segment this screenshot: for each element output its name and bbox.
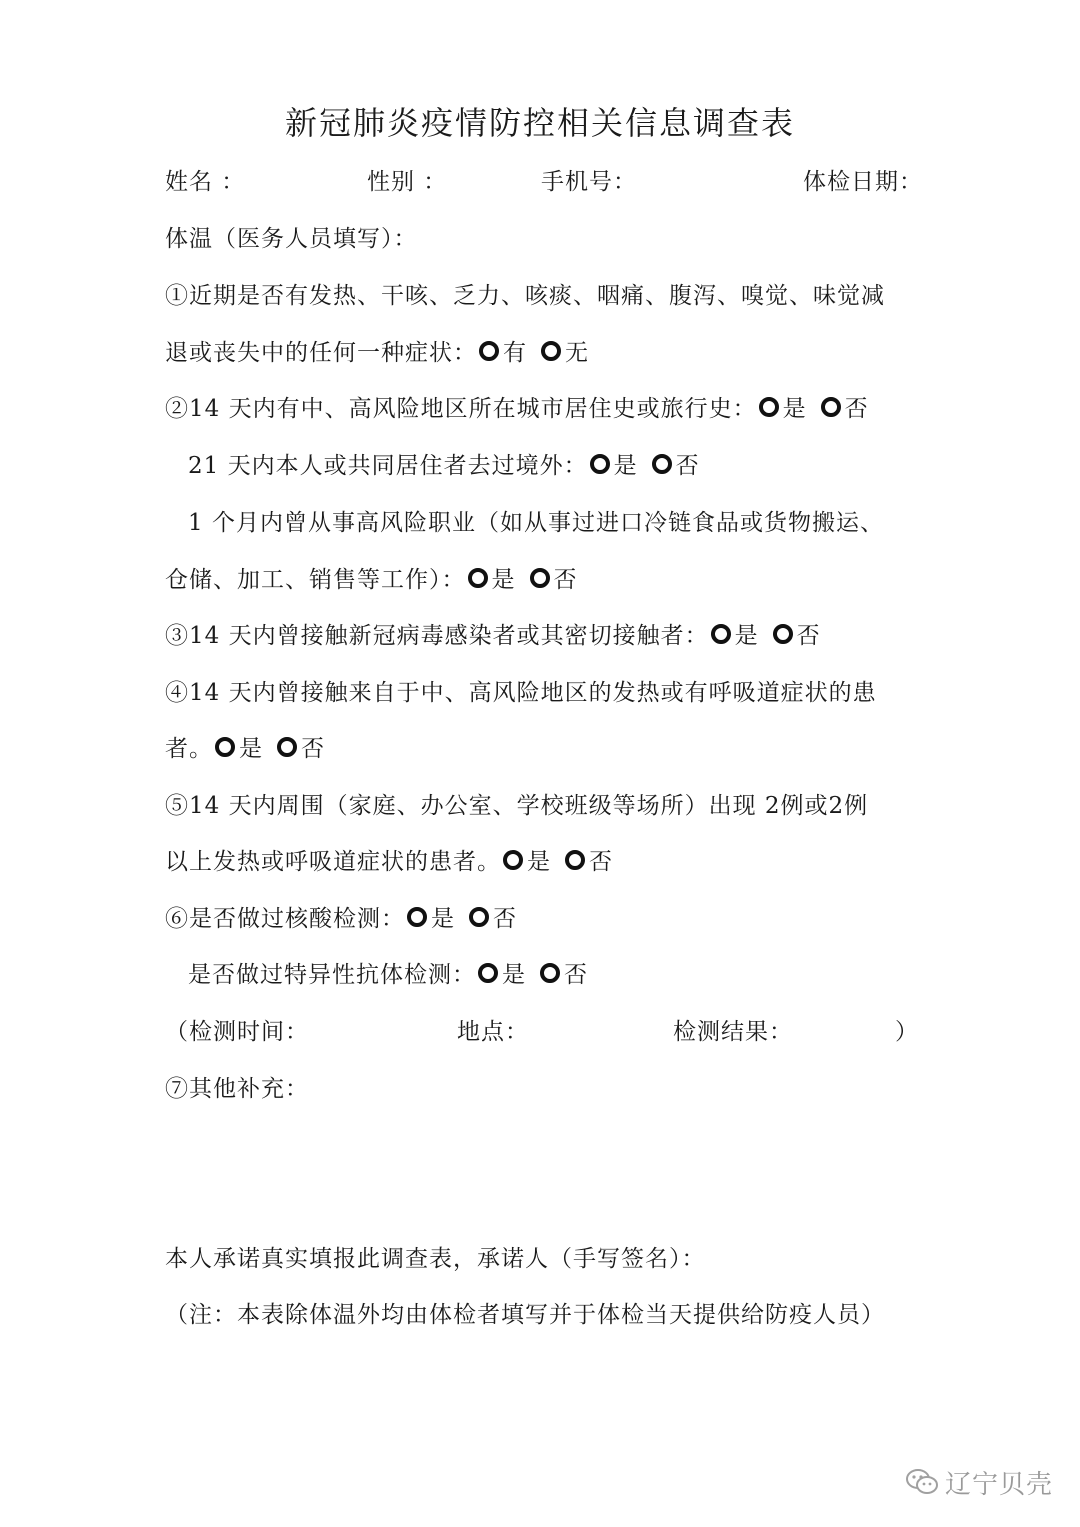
pledge-text: 本人承诺真实填报此调查表，承诺人（手写签名）： bbox=[165, 1246, 706, 1272]
test-result-label: 检测结果： bbox=[673, 1019, 793, 1045]
q2b-line bbox=[188, 447, 700, 480]
q6-option-yes[interactable]: 是 bbox=[407, 900, 455, 933]
radio-icon bbox=[407, 907, 427, 927]
q2b-option-no[interactable]: 否 bbox=[652, 447, 700, 480]
radio-icon bbox=[277, 737, 297, 757]
q5-option-no[interactable]: 否 bbox=[565, 843, 613, 876]
radio-icon bbox=[503, 850, 523, 870]
q1-option-yes[interactable]: 有 bbox=[479, 334, 527, 367]
radio-icon bbox=[468, 568, 488, 588]
q4-text-line2: 者。 bbox=[165, 736, 213, 762]
q2c-line2 bbox=[165, 561, 578, 594]
exam-date-label: 体检日期： bbox=[803, 169, 923, 195]
radio-icon bbox=[478, 963, 498, 983]
radio-icon bbox=[759, 397, 779, 417]
q6b-option-no[interactable]: 否 bbox=[540, 956, 588, 989]
q2-option-no[interactable]: 否 bbox=[821, 390, 869, 423]
radio-icon bbox=[821, 397, 841, 417]
q2-text: ②14 天内有中、高风险地区所在城市居住史或旅行史： bbox=[165, 396, 757, 422]
page-title: 新冠肺炎疫情防控相关信息调查表 bbox=[284, 104, 795, 142]
radio-icon bbox=[540, 963, 560, 983]
radio-icon bbox=[711, 624, 731, 644]
q6b-text: 是否做过特异性抗体检测： bbox=[188, 962, 476, 988]
q1-option-no[interactable]: 无 bbox=[541, 334, 589, 367]
q2-line bbox=[165, 390, 869, 423]
radio-icon bbox=[541, 341, 561, 361]
watermark bbox=[905, 1462, 1053, 1502]
q4-option-no[interactable]: 否 bbox=[277, 730, 325, 763]
q6-text: ⑥是否做过核酸检测： bbox=[165, 906, 405, 932]
phone-label: 手机号： bbox=[541, 169, 637, 195]
q3-option-yes[interactable]: 是 bbox=[711, 617, 759, 650]
q3-text: ③14 天内曾接触新冠病毒感染者或其密切接触者： bbox=[165, 623, 709, 649]
q1-text-line2: 退或丧失中的任何一种症状： bbox=[165, 340, 477, 366]
q5-option-yes[interactable]: 是 bbox=[503, 843, 551, 876]
radio-icon bbox=[565, 850, 585, 870]
q4-option-yes[interactable]: 是 bbox=[215, 730, 263, 763]
radio-icon bbox=[479, 341, 499, 361]
q4-text-line1: ④14 天内曾接触来自于中、高风险地区的发热或有呼吸道症状的患 bbox=[165, 680, 877, 706]
q3-option-no[interactable]: 否 bbox=[773, 617, 821, 650]
note-text: （注：本表除体温外均由体检者填写并于体检当天提供给防疫人员） bbox=[165, 1302, 885, 1328]
radio-icon bbox=[215, 737, 235, 757]
q2c-option-no[interactable]: 否 bbox=[530, 561, 578, 594]
q5-text-line2: 以上发热或呼吸道症状的患者。 bbox=[165, 849, 501, 875]
q6-line bbox=[165, 900, 517, 933]
gender-label: 性别 ： bbox=[367, 169, 448, 195]
q1-text-line1: ①近期是否有发热、干咳、乏力、咳痰、咽痛、腹泻、嗅觉、味觉减 bbox=[165, 283, 885, 309]
radio-icon bbox=[590, 454, 610, 474]
test-place-label: 地点： bbox=[457, 1019, 529, 1045]
q3-line bbox=[165, 617, 821, 650]
q2b-text: 21 天内本人或共同居住者去过境外： bbox=[188, 453, 588, 479]
q6b-line bbox=[188, 956, 588, 989]
watermark-text: 辽宁贝壳 bbox=[945, 1469, 1054, 1500]
q2b-option-yes[interactable]: 是 bbox=[590, 447, 638, 480]
q1-line2 bbox=[165, 334, 589, 367]
wechat-icon bbox=[905, 1467, 939, 1497]
q6-option-no[interactable]: 否 bbox=[469, 900, 517, 933]
q4-line2 bbox=[165, 730, 325, 763]
q2c-text-line1: 1 个月内曾从事高风险职业（如从事过进口冷链食品或货物搬运、 bbox=[188, 510, 884, 536]
radio-icon bbox=[773, 624, 793, 644]
radio-icon bbox=[530, 568, 550, 588]
test-close-paren: ） bbox=[895, 1019, 919, 1045]
q6b-option-yes[interactable]: 是 bbox=[478, 956, 526, 989]
name-label: 姓名 ： bbox=[165, 169, 246, 195]
radio-icon bbox=[469, 907, 489, 927]
q2-option-yes[interactable]: 是 bbox=[759, 390, 807, 423]
q7-text: ⑦其他补充： bbox=[165, 1076, 309, 1102]
q5-line2 bbox=[165, 843, 613, 876]
test-time-label: （检测时间： bbox=[165, 1019, 309, 1045]
q5-text-line1: ⑤14 天内周围（家庭、办公室、学校班级等场所）出现 2例或2例 bbox=[165, 793, 869, 819]
temperature-label: 体温（医务人员填写）： bbox=[165, 226, 418, 252]
q2c-text-line2: 仓储、加工、销售等工作）： bbox=[165, 567, 466, 593]
radio-icon bbox=[652, 454, 672, 474]
q2c-option-yes[interactable]: 是 bbox=[468, 561, 516, 594]
